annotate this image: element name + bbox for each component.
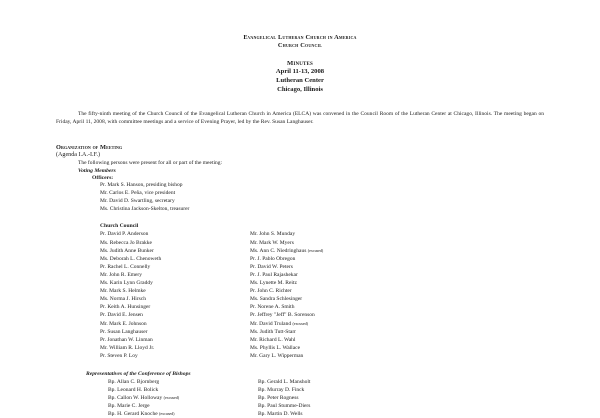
- list-item: [250, 287, 544, 295]
- list-item: [250, 239, 544, 247]
- list-item: [100, 255, 250, 263]
- list-item: [100, 295, 250, 303]
- list-item: [250, 328, 544, 336]
- member-name: Pr. John C. Richter: [250, 288, 292, 295]
- list-item: [100, 230, 250, 238]
- section-heading: Organization of Meeting: [56, 143, 123, 151]
- member-name: Ms. Phyllis L. Wallace: [250, 344, 301, 351]
- list-item: [250, 336, 544, 344]
- member-name: Mr. Mark S. Helmke: [100, 288, 146, 295]
- member-name: Pr. David W. Peters: [250, 263, 293, 270]
- list-item: [250, 271, 544, 279]
- member-name: Mr. David Truland: [250, 320, 292, 327]
- member-name: Bp. Allan C. Bjornberg: [108, 378, 160, 385]
- list-item: [250, 295, 544, 303]
- list-item: [250, 303, 544, 311]
- member-name: Mr. Gary L. Wipperman: [250, 352, 304, 359]
- list-item: [258, 378, 544, 386]
- member-name: Bp. Paul Stumme-Diers: [258, 403, 311, 410]
- title-block: [56, 60, 544, 94]
- list-item: [250, 352, 544, 360]
- bishops-column-left: [108, 378, 258, 418]
- meeting-venue: Lutheran Center: [276, 77, 324, 84]
- list-item: [100, 352, 250, 360]
- member-name: Pr. Steven P. Loy: [100, 352, 138, 359]
- member-name: Ms. Judith Tutt-Starr: [250, 328, 296, 335]
- list-item: Mr. Carlos E. Peña, vice president: [100, 190, 176, 197]
- meeting-dates: April 11-13, 2008: [275, 68, 325, 76]
- member-name: Bp. Callon W. Holloway: [108, 395, 163, 402]
- member-name: Bp. Murray D. Finck: [258, 387, 305, 394]
- member-name: Bp. Peter Rogness: [258, 395, 299, 402]
- member-note: (excused): [292, 320, 308, 326]
- intro-paragraph: The fifty-ninth meeting of the Church Council of the Evangelical Lutheran Church in America (ELCA) was convened in the Council Room of the Lutheran Center at Chicago, Illinois. The meeting began on Friday, April 11, 2008, with committee meetings and a service of Evening Prayer, led by the Rev. Susan Langhauser.: [56, 111, 544, 126]
- list-item: [100, 328, 250, 336]
- list-item: [250, 230, 544, 238]
- officers-label: Officers:: [92, 175, 114, 182]
- list-item: [100, 303, 250, 311]
- member-name: Ms. Judith Anne Bunker: [100, 247, 154, 254]
- member-name: Pr. David E. Jensen: [100, 312, 143, 319]
- list-item: [100, 320, 250, 328]
- member-name: Ms. Rebecca Jo Brakke: [100, 239, 152, 246]
- bishops-column-right: [258, 378, 544, 418]
- list-item: [258, 394, 544, 402]
- list-item: Mr. David D. Swartling, secretary: [100, 198, 175, 205]
- member-name: Pr. Susan Langhauser: [100, 328, 148, 335]
- member-name: Mr. John R. Emery: [100, 271, 143, 278]
- list-item: [108, 410, 258, 418]
- member-name: Ms. Sandra Schlesinger: [250, 296, 303, 303]
- list-item: [100, 336, 250, 344]
- list-item: [250, 247, 544, 255]
- bishops-section-label: Representatives of the Conference of Bishops: [86, 370, 191, 377]
- organization-name: Evangelical Lutheran Church in America: [243, 34, 357, 41]
- list-item: Ms. Christina Jackson-Skelton, treasurer: [100, 206, 190, 213]
- church-council-column-right: [250, 230, 544, 360]
- officers-list: [100, 181, 544, 213]
- member-name: Ms. Lynette M. Reitz: [250, 280, 297, 287]
- member-name: Pr. Norene A. Smith: [250, 304, 295, 311]
- document-header: [56, 34, 544, 51]
- member-name: Mr. Mark W. Myers: [250, 239, 294, 246]
- list-item: [108, 394, 258, 402]
- member-name: Pr. Jeffrey "Jeff" B. Sorenson: [250, 312, 315, 319]
- voting-members-label: Voting Members: [78, 167, 116, 174]
- list-item: [250, 255, 544, 263]
- list-item: [250, 320, 544, 328]
- list-item: [250, 344, 544, 352]
- list-item: [108, 378, 258, 386]
- member-name: Pr. J. Pablo Obregon: [250, 255, 296, 262]
- council-name: Church Council: [277, 42, 323, 50]
- member-name: Mr. Mark E. Johnson: [100, 320, 147, 327]
- member-name: Bp. Martin D. Wells: [258, 411, 303, 418]
- member-name: Ms. Norma J. Hirsch: [100, 296, 146, 303]
- member-name: Bp. Leonard H. Bolick: [108, 387, 159, 394]
- document-type: Minutes: [287, 59, 313, 67]
- list-item: [250, 279, 544, 287]
- member-name: Ms. Karin Lynn Graddy: [100, 280, 153, 287]
- member-name: Mr. Richard L. Wahl: [250, 336, 296, 343]
- church-council-roster: [100, 230, 544, 360]
- list-item: [100, 271, 250, 279]
- member-name: Pr. Keith A. Hunsinger: [100, 304, 151, 311]
- member-name: Bp. H. Gerard Knoche: [108, 411, 158, 418]
- member-name: Ms. Ann C. Niedringhaus: [250, 247, 307, 254]
- list-item: [258, 410, 544, 418]
- member-name: Mr. John S. Munday: [250, 231, 296, 238]
- list-item: [100, 247, 250, 255]
- list-item: Pr. Mark S. Hanson, presiding bishop: [100, 182, 183, 189]
- list-item: [258, 386, 544, 394]
- list-item: [100, 311, 250, 319]
- member-name: Pr. Jonathan W. Linman: [100, 336, 153, 343]
- member-name: Pr. J. Paul Rajashekar: [250, 271, 298, 278]
- list-item: [100, 279, 250, 287]
- church-council-label: Church Council: [100, 223, 139, 230]
- member-name: Bp. Gerald L. Mansholt: [258, 378, 311, 385]
- list-item: [250, 311, 544, 319]
- bishops-roster: [108, 378, 544, 418]
- member-note: (excused): [163, 395, 180, 401]
- member-name: Pr. Rachel L. Connelly: [100, 263, 151, 270]
- agenda-reference: (Agenda I.A.-I.F.): [56, 152, 101, 159]
- member-name: Pr. David P. Anderson: [100, 231, 149, 238]
- list-item: [250, 263, 544, 271]
- list-item: [100, 344, 250, 352]
- list-item: [258, 402, 544, 410]
- list-item: [100, 287, 250, 295]
- meeting-city: Chicago, Illinois: [277, 85, 323, 93]
- member-name: Mr. William R. Lloyd Jr.: [100, 344, 155, 351]
- list-item: [108, 402, 258, 410]
- member-name: Ms. Deborah L. Chenoweth: [100, 255, 162, 262]
- list-item: [108, 386, 258, 394]
- member-name: Bp. Marie C. Jerge: [108, 403, 150, 410]
- attendance-lead-in: The following persons were present for all or part of the meeting:: [78, 160, 223, 167]
- church-council-column-left: [100, 230, 250, 360]
- list-item: [100, 263, 250, 271]
- member-note: (excused): [307, 247, 324, 253]
- list-item: [100, 239, 250, 247]
- member-note: (excused): [159, 411, 175, 417]
